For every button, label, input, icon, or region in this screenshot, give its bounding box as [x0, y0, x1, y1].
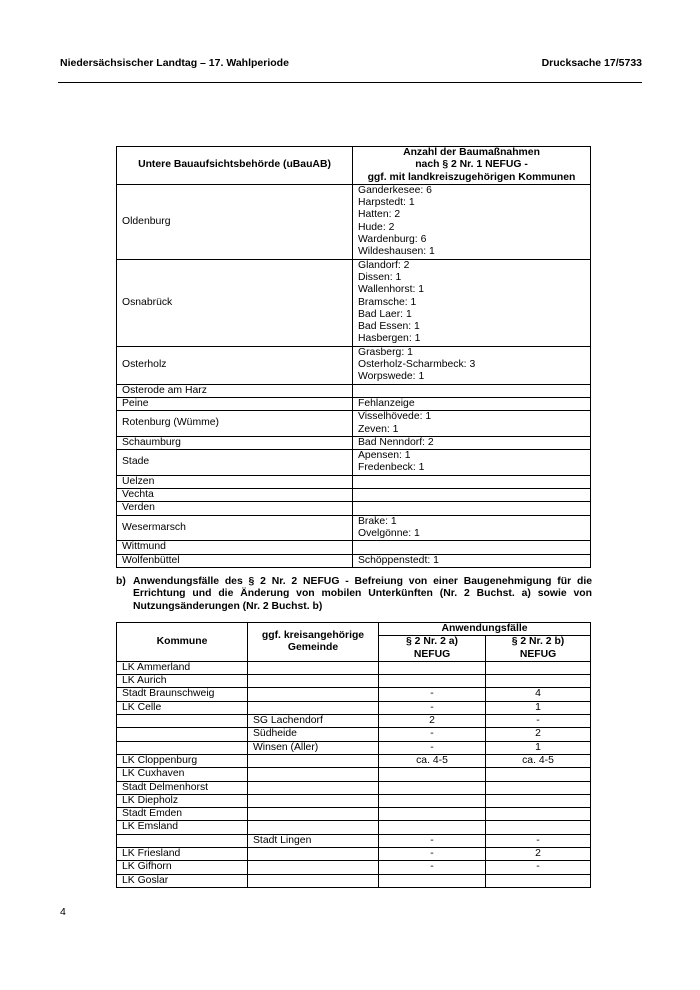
authority-cell: Osterode am Harz: [117, 384, 353, 397]
measures-cell: [353, 475, 591, 488]
authority-cell: Wolfenbüttel: [117, 554, 353, 567]
nefug-2b-cell: [486, 768, 591, 781]
gemeinde-cell: [248, 848, 379, 861]
nefug-2b-cell: -: [486, 861, 591, 874]
table1-row: [117, 554, 591, 567]
gemeinde-cell: SG Lachendorf: [248, 715, 379, 728]
kommune-cell: Stadt Emden: [117, 808, 248, 821]
nefug-2b-cell: 2: [486, 728, 591, 741]
section-b-label: b): [116, 576, 126, 587]
kommune-cell: [117, 715, 248, 728]
table2-row: [117, 741, 591, 754]
table2-header-gemeinde: ggf. kreisangehörige Gemeinde: [248, 623, 379, 662]
nefug-2b-cell: 4: [486, 688, 591, 701]
kommune-cell: LK Ammerland: [117, 661, 248, 674]
table2-row: [117, 701, 591, 714]
measures-cell: Ganderkesee: 6 Harpstedt: 1 Hatten: 2 Hude: 2 Wardenburg: 6 Wildeshausen: 1: [353, 184, 591, 259]
kommune-cell: Stadt Braunschweig: [117, 688, 248, 701]
application-cases-table: [116, 622, 591, 888]
gemeinde-cell: Winsen (Aller): [248, 741, 379, 754]
nefug-2b-cell: ca. 4-5: [486, 754, 591, 767]
table1-row: [117, 384, 591, 397]
table2-header-row: [117, 623, 591, 636]
nefug-2a-cell: -: [379, 861, 486, 874]
table1-row: [117, 436, 591, 449]
kommune-cell: LK Gifhorn: [117, 861, 248, 874]
gemeinde-cell: [248, 768, 379, 781]
authority-cell: Wesermarsch: [117, 515, 353, 541]
gemeinde-cell: Stadt Lingen: [248, 834, 379, 847]
measures-cell: Schöppenstedt: 1: [353, 554, 591, 567]
table2-header-anwendungsfaelle: Anwendungsfälle: [379, 623, 591, 636]
gemeinde-cell: [248, 675, 379, 688]
nefug-2b-cell: [486, 675, 591, 688]
kommune-cell: LK Friesland: [117, 848, 248, 861]
authority-cell: Peine: [117, 397, 353, 410]
measures-cell: [353, 489, 591, 502]
nefug-2b-cell: [486, 874, 591, 887]
table2-row: [117, 675, 591, 688]
gemeinde-cell: Südheide: [248, 728, 379, 741]
gemeinde-cell: [248, 794, 379, 807]
kommune-cell: [117, 728, 248, 741]
nefug-2b-cell: 2: [486, 848, 591, 861]
measures-cell: Grasberg: 1 Osterholz-Scharmbeck: 3 Worpswede: 1: [353, 346, 591, 384]
nefug-2b-cell: [486, 794, 591, 807]
table1-header-measures: Anzahl der Baumaßnahmen nach § 2 Nr. 1 NEFUG - ggf. mit landkreiszugehörigen Kommunen: [353, 147, 591, 185]
gemeinde-cell: [248, 661, 379, 674]
kommune-cell: LK Aurich: [117, 675, 248, 688]
table2-header-2a: § 2 Nr. 2 a) NEFUG: [379, 636, 486, 662]
table1-row: [117, 397, 591, 410]
nefug-2a-cell: [379, 874, 486, 887]
gemeinde-cell: [248, 754, 379, 767]
authority-cell: Stade: [117, 450, 353, 476]
nefug-2b-cell: [486, 781, 591, 794]
header-document-number: Drucksache 17/5733: [541, 57, 642, 69]
kommune-cell: LK Cloppenburg: [117, 754, 248, 767]
kommune-cell: LK Diepholz: [117, 794, 248, 807]
nefug-2a-cell: -: [379, 834, 486, 847]
table2-row: [117, 834, 591, 847]
nefug-2b-cell: -: [486, 715, 591, 728]
table2-row: [117, 848, 591, 861]
page-number: 4: [60, 906, 66, 918]
nefug-2a-cell: [379, 781, 486, 794]
nefug-2b-cell: 1: [486, 701, 591, 714]
nefug-2b-cell: -: [486, 834, 591, 847]
nefug-2a-cell: [379, 661, 486, 674]
table2-row: [117, 821, 591, 834]
table2-header-kommune: Kommune: [117, 623, 248, 662]
measures-cell: Fehlanzeige: [353, 397, 591, 410]
table1-row: [117, 541, 591, 554]
table2-row: [117, 661, 591, 674]
gemeinde-cell: [248, 781, 379, 794]
gemeinde-cell: [248, 701, 379, 714]
table2-row: [117, 754, 591, 767]
nefug-2a-cell: [379, 821, 486, 834]
table1-header-row: [117, 147, 591, 185]
header-left-title: Niedersächsischer Landtag – 17. Wahlperiode: [60, 57, 289, 69]
authority-cell: Osterholz: [117, 346, 353, 384]
table1-row: [117, 502, 591, 515]
nefug-2a-cell: -: [379, 701, 486, 714]
table1-row: [117, 515, 591, 541]
authority-cell: Oldenburg: [117, 184, 353, 259]
authority-cell: Wittmund: [117, 541, 353, 554]
authority-cell: Verden: [117, 502, 353, 515]
table1-row: [117, 259, 591, 346]
nefug-2a-cell: [379, 808, 486, 821]
nefug-2a-cell: [379, 768, 486, 781]
kommune-cell: [117, 834, 248, 847]
authority-cell: Osnabrück: [117, 259, 353, 346]
gemeinde-cell: [248, 874, 379, 887]
table2-row: [117, 688, 591, 701]
nefug-2a-cell: -: [379, 728, 486, 741]
nefug-2a-cell: [379, 794, 486, 807]
gemeinde-cell: [248, 821, 379, 834]
table1-row: [117, 450, 591, 476]
nefug-2b-cell: [486, 661, 591, 674]
nefug-2b-cell: 1: [486, 741, 591, 754]
gemeinde-cell: [248, 861, 379, 874]
measures-cell: Brake: 1 Ovelgönne: 1: [353, 515, 591, 541]
table1-row: [117, 489, 591, 502]
kommune-cell: Stadt Delmenhorst: [117, 781, 248, 794]
table1-row: [117, 411, 591, 437]
kommune-cell: LK Cuxhaven: [117, 768, 248, 781]
nefug-2a-cell: 2: [379, 715, 486, 728]
table2-row: [117, 874, 591, 887]
kommune-cell: LK Celle: [117, 701, 248, 714]
header-divider: [58, 82, 642, 83]
nefug-2a-cell: -: [379, 848, 486, 861]
nefug-2a-cell: [379, 675, 486, 688]
measures-cell: Bad Nenndorf: 2: [353, 436, 591, 449]
nefug-2a-cell: -: [379, 688, 486, 701]
building-measures-table: [116, 146, 591, 568]
table2-row: [117, 781, 591, 794]
measures-cell: [353, 502, 591, 515]
table2-row: [117, 794, 591, 807]
gemeinde-cell: [248, 808, 379, 821]
table1-row: [117, 184, 591, 259]
nefug-2a-cell: -: [379, 741, 486, 754]
measures-cell: [353, 384, 591, 397]
kommune-cell: LK Emsland: [117, 821, 248, 834]
table2-row: [117, 728, 591, 741]
nefug-2a-cell: ca. 4-5: [379, 754, 486, 767]
kommune-cell: LK Goslar: [117, 874, 248, 887]
table1-row: [117, 475, 591, 488]
table1-row: [117, 346, 591, 384]
section-b: [116, 576, 592, 613]
authority-cell: Rotenburg (Wümme): [117, 411, 353, 437]
section-b-heading: Anwendungsfälle des § 2 Nr. 2 NEFUG - Befreiung von einer Baugenehmigung für die Errichtung und die Änderung von mobilen Unterkünften (Nr. 2 Buchst. a) sowie von Nutzungsänderungen (Nr. 2 Buchst. b): [133, 576, 592, 612]
nefug-2b-cell: [486, 821, 591, 834]
authority-cell: Uelzen: [117, 475, 353, 488]
nefug-2b-cell: [486, 808, 591, 821]
kommune-cell: [117, 741, 248, 754]
measures-cell: [353, 541, 591, 554]
table2-header-2b: § 2 Nr. 2 b) NEFUG: [486, 636, 591, 662]
measures-cell: Visselhövede: 1 Zeven: 1: [353, 411, 591, 437]
measures-cell: Glandorf: 2 Dissen: 1 Wallenhorst: 1 Bramsche: 1 Bad Laer: 1 Bad Essen: 1 Hasbergen: 1: [353, 259, 591, 346]
gemeinde-cell: [248, 688, 379, 701]
table2-row: [117, 808, 591, 821]
authority-cell: Vechta: [117, 489, 353, 502]
table2-row: [117, 861, 591, 874]
table2-row: [117, 768, 591, 781]
table1-header-authority: Untere Bauaufsichtsbehörde (uBauAB): [117, 147, 353, 185]
measures-cell: Apensen: 1 Fredenbeck: 1: [353, 450, 591, 476]
table2-row: [117, 715, 591, 728]
authority-cell: Schaumburg: [117, 436, 353, 449]
